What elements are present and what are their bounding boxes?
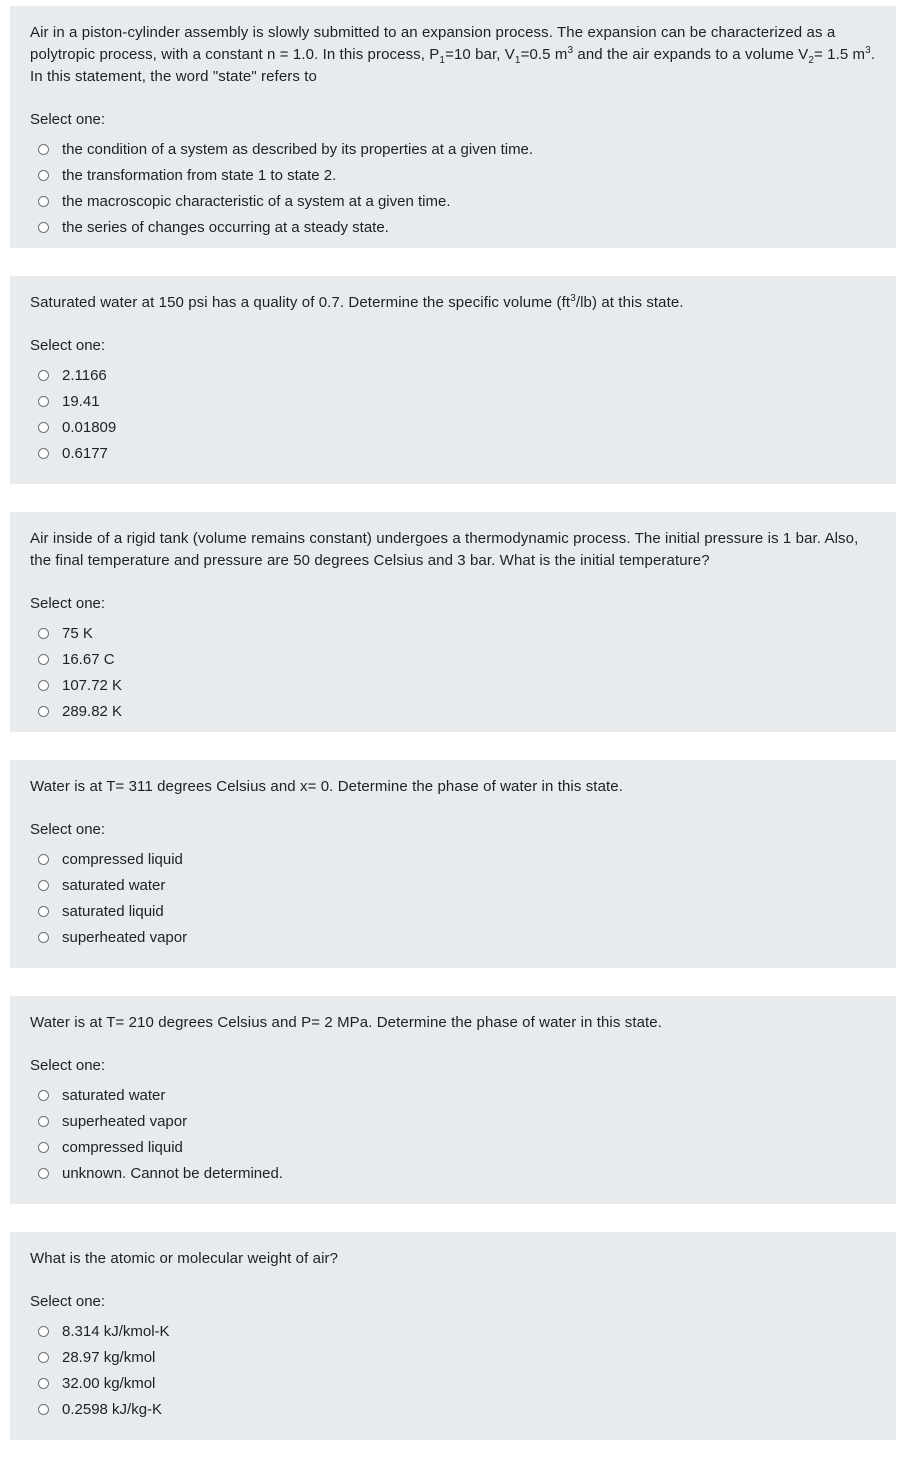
answer-list	[30, 620, 876, 724]
radio-button[interactable]	[38, 1142, 49, 1153]
question-card-1	[10, 6, 896, 248]
answer-list	[30, 136, 876, 240]
select-one-label: Select one:	[30, 1293, 106, 1310]
answer-option[interactable]	[30, 1370, 876, 1396]
answer-option[interactable]	[30, 620, 876, 646]
radio-button[interactable]	[38, 628, 49, 639]
answer-label: superheated vapor	[62, 928, 188, 946]
answer-label: 75 K	[62, 624, 93, 642]
answer-label: 8.314 kJ/kmol-K	[62, 1322, 170, 1340]
question-text: Air inside of a rigid tank (volume remains constant) undergoes a thermodynamic process. The initial pressure is 1 bar. Also, the final temperature and pressure are 50 degrees Celsius and 3 bar. What is the initial temperature?	[30, 530, 859, 569]
answer-option[interactable]	[30, 362, 876, 388]
radio-button[interactable]	[38, 706, 49, 717]
radio-button[interactable]	[38, 1090, 49, 1101]
answer-label: 28.97 kg/kmol	[62, 1348, 156, 1366]
answer-label: 32.00 kg/kmol	[62, 1374, 156, 1392]
radio-button[interactable]	[38, 370, 49, 381]
answer-label: saturated water	[62, 1086, 166, 1104]
answer-label: saturated liquid	[62, 902, 164, 920]
question-card-5	[10, 996, 896, 1204]
radio-button[interactable]	[38, 1168, 49, 1179]
answer-label: 0.2598 kJ/kg-K	[62, 1400, 163, 1418]
answer-option[interactable]	[30, 388, 876, 414]
answer-label: 19.41	[62, 392, 100, 410]
answer-option[interactable]	[30, 1396, 876, 1422]
answer-option[interactable]	[30, 698, 876, 724]
question-card-3	[10, 512, 896, 732]
radio-button[interactable]	[38, 1378, 49, 1389]
radio-button[interactable]	[38, 1352, 49, 1363]
radio-button[interactable]	[38, 906, 49, 917]
select-one-label: Select one:	[30, 821, 106, 838]
answer-list	[30, 362, 876, 466]
answer-label: 0.6177	[62, 444, 108, 462]
answer-option[interactable]	[30, 162, 876, 188]
answer-option[interactable]	[30, 846, 876, 872]
select-one-label: Select one:	[30, 111, 106, 128]
radio-button[interactable]	[38, 448, 49, 459]
answer-option[interactable]	[30, 1160, 876, 1186]
radio-button[interactable]	[38, 1116, 49, 1127]
answer-label: compressed liquid	[62, 1138, 183, 1156]
answer-option[interactable]	[30, 136, 876, 162]
question-text: Saturated water at 150 psi has a quality of 0.7. Determine the specific volume $(ft^3/lb)$ at this state.	[30, 293, 684, 311]
answer-label: compressed liquid	[62, 850, 183, 868]
answer-option[interactable]	[30, 1344, 876, 1370]
answer-option[interactable]	[30, 646, 876, 672]
answer-option[interactable]	[30, 872, 876, 898]
answer-option[interactable]	[30, 1134, 876, 1160]
answer-label: 289.82 K	[62, 702, 123, 720]
answer-label: saturated water	[62, 876, 166, 894]
radio-button[interactable]	[38, 654, 49, 665]
answer-label: the condition of a system as described by its properties at a given time.	[62, 140, 534, 158]
answer-label: 0.01809	[62, 418, 117, 436]
radio-button[interactable]	[38, 1326, 49, 1337]
answer-list	[30, 1318, 876, 1422]
answer-label: the series of changes occurring at a steady state.	[62, 218, 389, 236]
radio-button[interactable]	[38, 854, 49, 865]
answer-label: superheated vapor	[62, 1112, 188, 1130]
answer-option[interactable]	[30, 188, 876, 214]
answer-option[interactable]	[30, 414, 876, 440]
radio-button[interactable]	[38, 222, 49, 233]
radio-button[interactable]	[38, 196, 49, 207]
answer-label: 16.67 C	[62, 650, 115, 668]
radio-button[interactable]	[38, 422, 49, 433]
radio-button[interactable]	[38, 880, 49, 891]
question-text: What is the atomic or molecular weight of air?	[30, 1250, 339, 1267]
answer-label: 107.72 K	[62, 676, 123, 694]
radio-button[interactable]	[38, 1404, 49, 1415]
select-one-label: Select one:	[30, 1057, 106, 1074]
question-text: Water is at T= 311 degrees Celsius and x= 0. Determine the phase of water in this state.	[30, 778, 623, 795]
question-text: Air in a piston-cylinder assembly is slowly submitted to an expansion process. The expansion can be characterized as a polytropic process, with a constant n = 1.0. In this process, $P_1=10$ bar, $V_1=0.5$ $m^3$ and the air expands to a volume $V_2= 1.5$ $m^3$. In this statement, the word "state" refers to	[30, 24, 876, 85]
answer-label: unknown. Cannot be determined.	[62, 1164, 283, 1182]
answer-option[interactable]	[30, 1318, 876, 1344]
radio-button[interactable]	[38, 396, 49, 407]
answer-list	[30, 846, 876, 950]
answer-label: 2.1166	[62, 366, 107, 384]
answer-option[interactable]	[30, 672, 876, 698]
answer-option[interactable]	[30, 440, 876, 466]
answer-option[interactable]	[30, 214, 876, 240]
answer-label: the transformation from state 1 to state 2.	[62, 166, 337, 184]
question-text: Water is at T= 210 degrees Celsius and P= 2 MPa. Determine the phase of water in this state.	[30, 1014, 663, 1031]
question-card-2	[10, 276, 896, 484]
select-one-label: Select one:	[30, 595, 106, 612]
answer-option[interactable]	[30, 1082, 876, 1108]
radio-button[interactable]	[38, 170, 49, 181]
answer-option[interactable]	[30, 898, 876, 924]
answer-list	[30, 1082, 876, 1186]
radio-button[interactable]	[38, 680, 49, 691]
answer-label: the macroscopic characteristic of a system at a given time.	[62, 192, 451, 210]
radio-button[interactable]	[38, 932, 49, 943]
select-one-label: Select one:	[30, 337, 106, 354]
answer-option[interactable]	[30, 1108, 876, 1134]
question-card-6	[10, 1232, 896, 1440]
answer-option[interactable]	[30, 924, 876, 950]
radio-button[interactable]	[38, 144, 49, 155]
question-card-4	[10, 760, 896, 968]
